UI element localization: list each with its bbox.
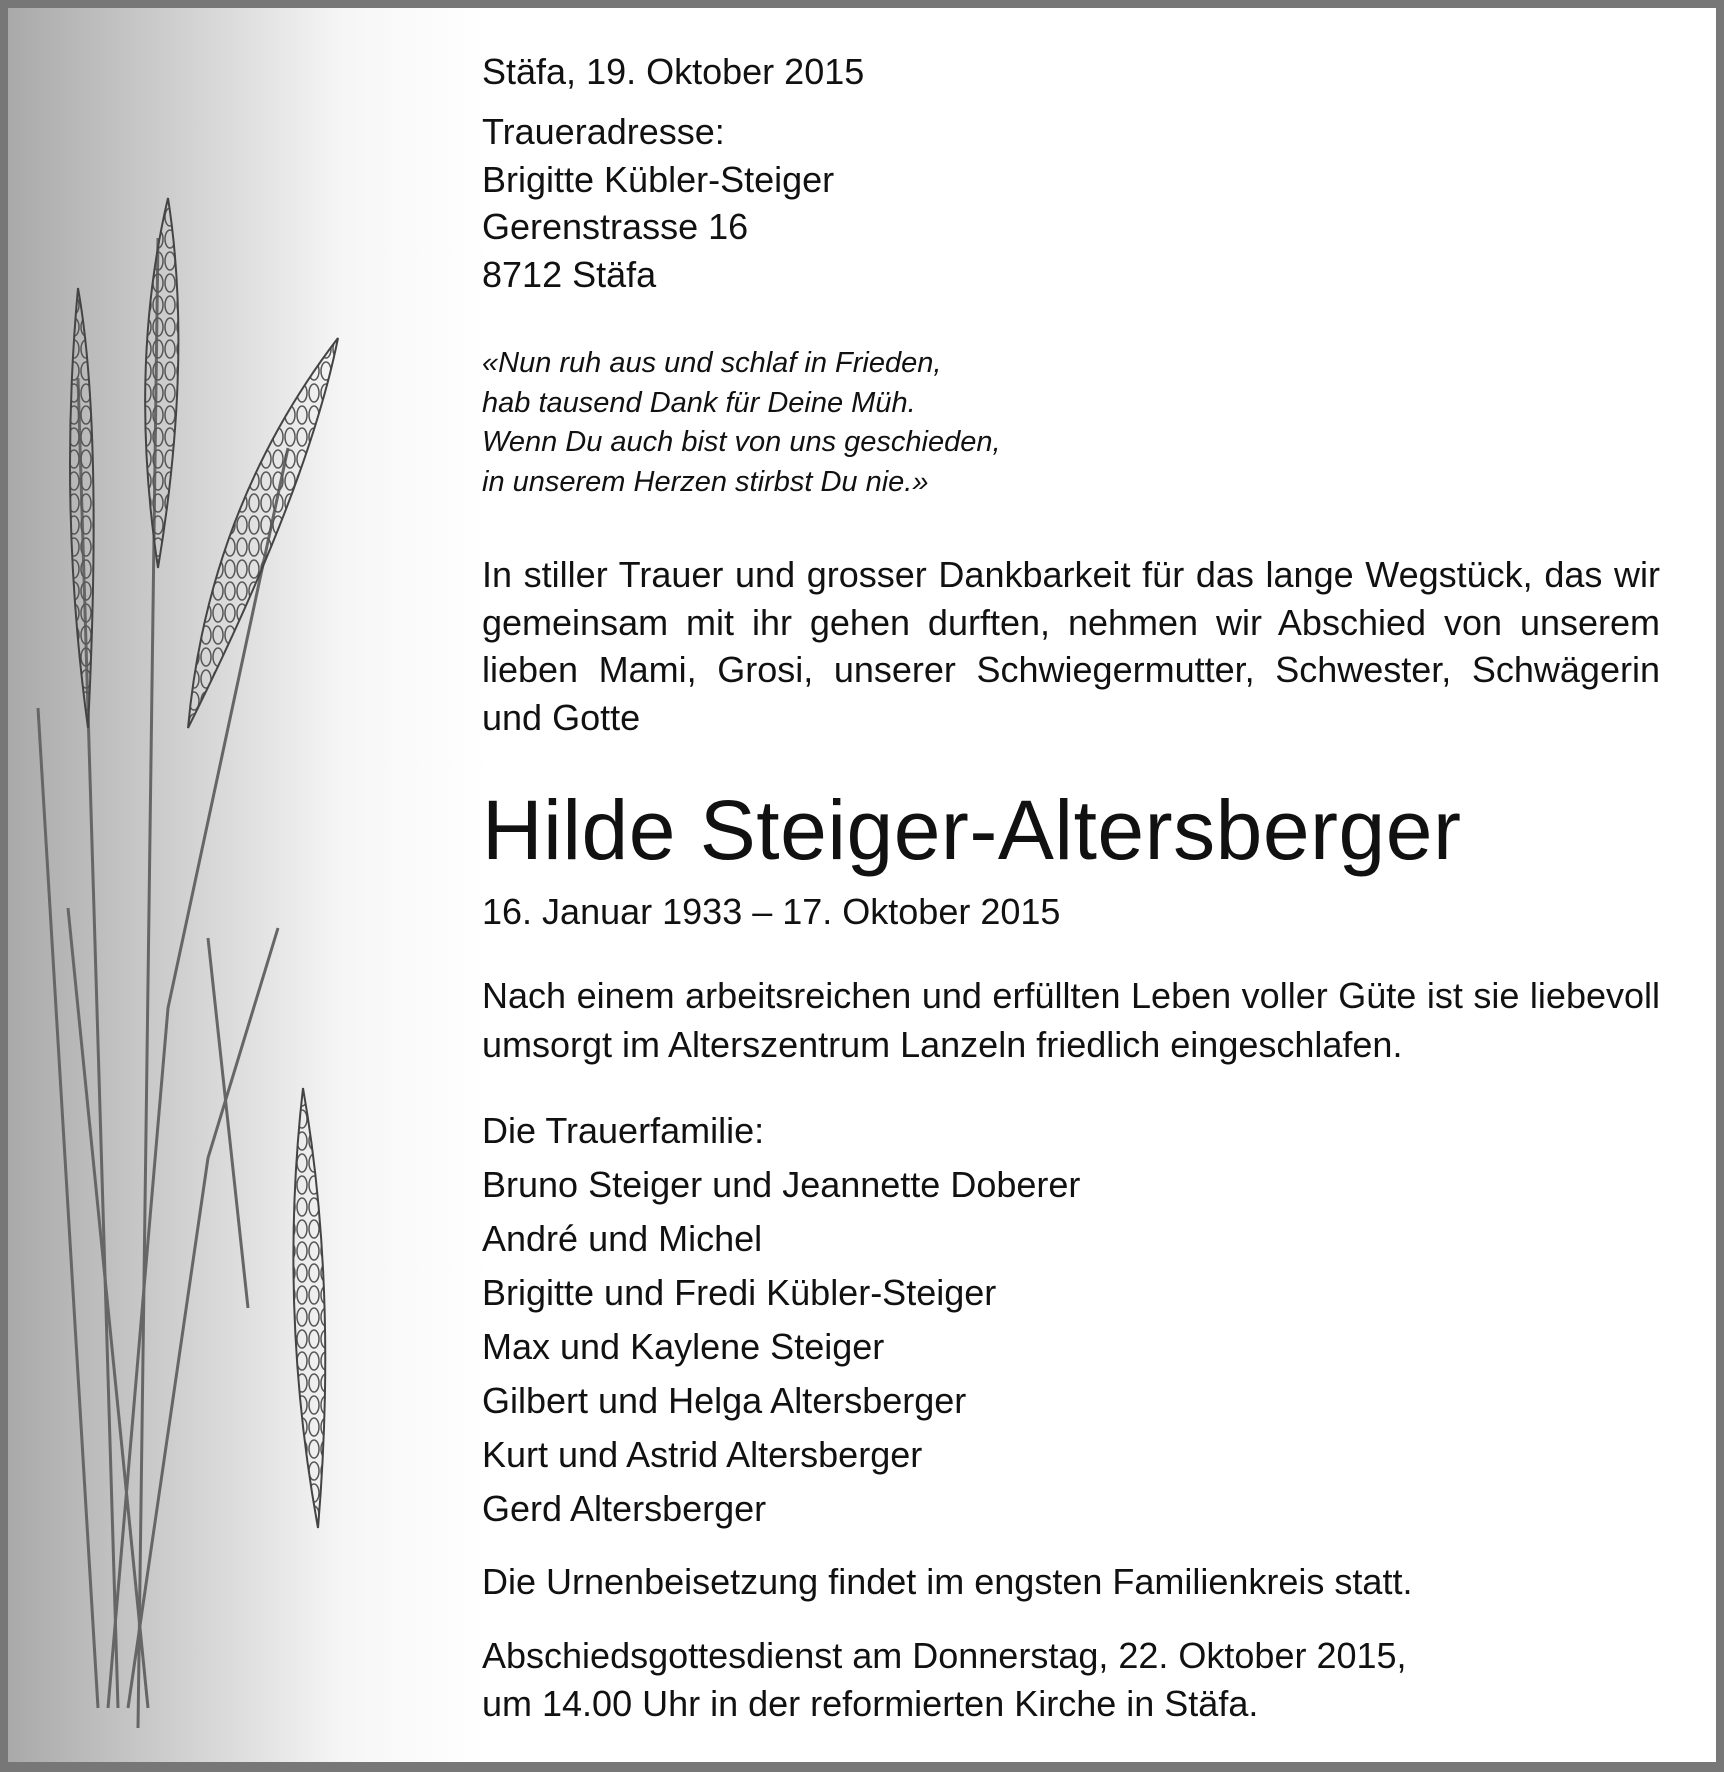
life-dates: 16. Januar 1933 – 17. Oktober 2015 [482,891,1061,932]
poem-quote [482,344,1660,502]
address-label: Traueradresse: [482,111,725,152]
family-member: Max und Kaylene Steiger [482,1326,885,1367]
family-member: Gilbert und Helga Altersberger [482,1380,967,1421]
message-text: Nach einem arbeitsreichen und erfüllten Leben voller Güte ist sie liebevoll umsorgt im Alterszentrum Lanzeln friedlich eingeschlafen. [482,975,1660,1065]
family-label: Die Trauerfamilie: [482,1110,765,1151]
burial-note: Die Urnenbeisetzung findet im engsten Familienkreis statt. [482,1561,1413,1602]
quote-line: Wenn Du auch bist von uns geschieden, [482,426,1001,458]
message-paragraph [482,972,1660,1069]
address-line: 8712 Stäfa [482,253,657,295]
service-line: Abschiedsgottesdienst am Donnerstag, 22. Oktober 2015, [482,1635,1407,1676]
quote-line: in unserem Herzen stirbst Du nie.» [482,465,929,498]
family-member: André und Michel [482,1218,763,1259]
obituary-page [8,8,1716,1762]
quote-line: «Nun ruh aus und schlaf in Frieden, [482,347,942,379]
intro-text: In stiller Trauer und grosser Dankbarkeit für das lange Wegstück, das wir gemeinsam mit ihr gehen durften, nehmen wir Abschied von unserem lieben Mami, Grosi, unserer Schwiegermutter, Schwester, Schwägerin und Gotte [482,554,1660,738]
deceased-name: Hilde Steiger-Altersberger [482,783,1462,877]
intro-paragraph [482,551,1660,741]
quote-line: hab tausend Dank für Deine Müh. [482,386,916,419]
family-member: Kurt und Astrid Altersberger [482,1434,923,1475]
family-member: Gerd Altersberger [482,1488,767,1529]
wheat-illustration [8,8,488,1762]
mourning-address [482,108,1660,298]
service-note [482,1632,1660,1728]
service-line: um 14.00 Uhr in der reformierten Kirche in Stäfa. [482,1683,1259,1724]
place-date: Stäfa, 19. Oktober 2015 [482,51,865,92]
family-member: Brigitte und Fredi Kübler-Steiger [482,1272,997,1313]
family-member: Bruno Steiger und Jeannette Doberer [482,1164,1081,1205]
family-list [482,1104,1660,1536]
address-line: Brigitte Kübler-Steiger [482,158,835,200]
address-line: Gerenstrasse 16 [482,206,749,247]
